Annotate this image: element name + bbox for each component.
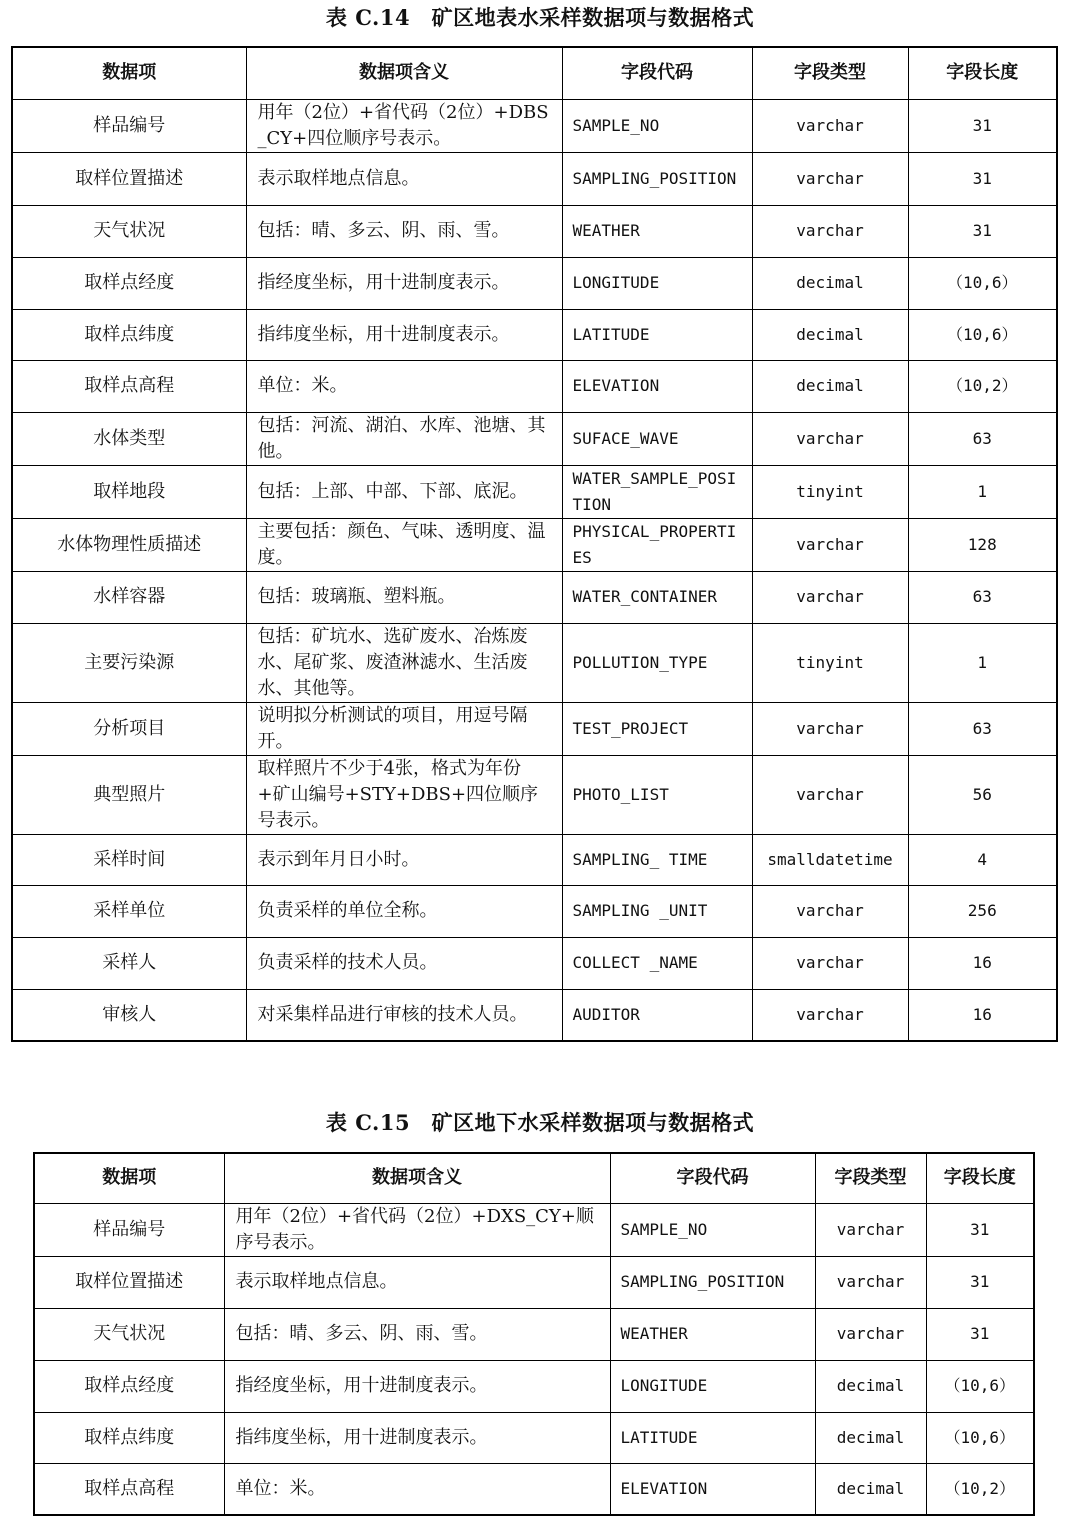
field-type-cell: varchar	[752, 571, 908, 623]
field-code-cell: SAMPLING_POSITION	[562, 152, 752, 205]
field-length-cell: （10,6）	[908, 309, 1057, 360]
field-code-cell: WATER_SAMPLE_POSITION	[562, 465, 752, 518]
table-row	[12, 518, 1057, 571]
data-item-cell: 取样点高程	[34, 1463, 224, 1515]
field-type-cell: smalldatetime	[752, 834, 908, 885]
data-item-cell: 取样点纬度	[12, 309, 246, 360]
data-item-cell: 分析项目	[12, 702, 246, 755]
field-code-cell: LATITUDE	[610, 1412, 815, 1463]
field-code-cell: SUFACE_WAVE	[562, 412, 752, 465]
field-code-cell: POLLUTION_TYPE	[562, 623, 752, 702]
field-type-cell: varchar	[752, 518, 908, 571]
field-type-cell: varchar	[752, 755, 908, 834]
data-item-cell: 采样人	[12, 937, 246, 989]
field-code-cell: COLLECT _NAME	[562, 937, 752, 989]
field-type-cell: varchar	[752, 937, 908, 989]
header-field-length: 字段长度	[926, 1153, 1034, 1203]
field-length-cell: 63	[908, 702, 1057, 755]
data-item-cell: 取样点经度	[12, 257, 246, 309]
meaning-cell: 包括：矿坑水、选矿废水、冶炼废水、尾矿浆、废渣淋滤水、生活废水、其他等。	[246, 623, 562, 702]
field-length-cell: 31	[908, 99, 1057, 152]
data-item-cell: 取样点高程	[12, 360, 246, 412]
field-code-cell: SAMPLING_POSITION	[610, 1256, 815, 1308]
field-code-cell: SAMPLE_NO	[562, 99, 752, 152]
field-length-cell: 4	[908, 834, 1057, 885]
table-row	[12, 465, 1057, 518]
field-type-cell: varchar	[815, 1203, 926, 1256]
table-row	[12, 309, 1057, 360]
field-code-cell: AUDITOR	[562, 989, 752, 1041]
field-code-cell: SAMPLING _UNIT	[562, 885, 752, 937]
field-code-cell: ELEVATION	[562, 360, 752, 412]
data-item-cell: 水体物理性质描述	[12, 518, 246, 571]
field-type-cell: varchar	[752, 702, 908, 755]
field-length-cell: 1	[908, 623, 1057, 702]
data-item-cell: 天气状况	[34, 1308, 224, 1360]
field-code-cell: TEST_PROJECT	[562, 702, 752, 755]
data-item-cell: 取样位置描述	[12, 152, 246, 205]
data-item-cell: 采样时间	[12, 834, 246, 885]
field-type-cell: decimal	[752, 360, 908, 412]
meaning-cell: 表示到年月日小时。	[246, 834, 562, 885]
groundwater-table	[33, 1152, 1035, 1516]
field-type-cell: varchar	[752, 152, 908, 205]
field-code-cell: SAMPLING_ TIME	[562, 834, 752, 885]
meaning-cell: 用年（2位）+省代码（2位）+DBS_CY+四位顺序号表示。	[246, 99, 562, 152]
field-type-cell: varchar	[752, 412, 908, 465]
field-type-cell: tinyint	[752, 465, 908, 518]
field-type-cell: varchar	[815, 1256, 926, 1308]
field-code-cell: SAMPLE_NO	[610, 1203, 815, 1256]
header-data-item: 数据项	[34, 1153, 224, 1203]
field-length-cell: 63	[908, 571, 1057, 623]
table-row	[34, 1203, 1034, 1256]
meaning-cell: 包括：上部、中部、下部、底泥。	[246, 465, 562, 518]
data-item-cell: 审核人	[12, 989, 246, 1041]
data-item-cell: 水样容器	[12, 571, 246, 623]
meaning-cell: 包括：河流、湖泊、水库、池塘、其他。	[246, 412, 562, 465]
field-code-cell: WEATHER	[610, 1308, 815, 1360]
field-length-cell: 31	[926, 1256, 1034, 1308]
meaning-cell: 说明拟分析测试的项目，用逗号隔开。	[246, 702, 562, 755]
field-type-cell: tinyint	[752, 623, 908, 702]
meaning-cell: 指纬度坐标，用十进制度表示。	[246, 309, 562, 360]
surface-water-table	[11, 46, 1058, 1042]
table-row	[12, 834, 1057, 885]
field-type-cell: varchar	[752, 885, 908, 937]
table-row	[12, 755, 1057, 834]
meaning-cell: 主要包括：颜色、气味、透明度、温度。	[246, 518, 562, 571]
meaning-cell: 单位：米。	[224, 1463, 610, 1515]
table-row	[12, 257, 1057, 309]
field-type-cell: varchar	[752, 989, 908, 1041]
meaning-cell: 包括：晴、多云、阴、雨、雪。	[246, 205, 562, 257]
meaning-cell: 指纬度坐标，用十进制度表示。	[224, 1412, 610, 1463]
data-item-cell: 取样点经度	[34, 1360, 224, 1412]
table-row	[12, 152, 1057, 205]
table-row	[34, 1412, 1034, 1463]
field-code-cell: LONGITUDE	[610, 1360, 815, 1412]
data-item-cell: 天气状况	[12, 205, 246, 257]
field-code-cell: PHYSICAL_PROPERTIES	[562, 518, 752, 571]
table-row	[34, 1308, 1034, 1360]
header-field-type: 字段类型	[815, 1153, 926, 1203]
field-length-cell: （10,6）	[926, 1412, 1034, 1463]
table-row	[12, 937, 1057, 989]
data-item-cell: 主要污染源	[12, 623, 246, 702]
data-item-cell: 典型照片	[12, 755, 246, 834]
field-length-cell: 16	[908, 937, 1057, 989]
header-meaning: 数据项含义	[224, 1153, 610, 1203]
meaning-cell: 负责采样的单位全称。	[246, 885, 562, 937]
header-field-type: 字段类型	[752, 47, 908, 99]
meaning-cell: 对采集样品进行审核的技术人员。	[246, 989, 562, 1041]
meaning-cell: 包括：晴、多云、阴、雨、雪。	[224, 1308, 610, 1360]
field-length-cell: （10,2）	[908, 360, 1057, 412]
header-field-code: 字段代码	[562, 47, 752, 99]
field-length-cell: 63	[908, 412, 1057, 465]
table-row	[12, 989, 1057, 1041]
field-type-cell: decimal	[752, 309, 908, 360]
table-row	[12, 205, 1057, 257]
table-row	[12, 360, 1057, 412]
field-length-cell: 56	[908, 755, 1057, 834]
field-length-cell: 31	[926, 1203, 1034, 1256]
meaning-cell: 取样照片不少于4张，格式为年份+矿山编号+STY+DBS+四位顺序号表示。	[246, 755, 562, 834]
header-field-length: 字段长度	[908, 47, 1057, 99]
meaning-cell: 包括：玻璃瓶、塑料瓶。	[246, 571, 562, 623]
meaning-cell: 指经度坐标，用十进制度表示。	[224, 1360, 610, 1412]
field-length-cell: 31	[926, 1308, 1034, 1360]
field-length-cell: 256	[908, 885, 1057, 937]
field-code-cell: LONGITUDE	[562, 257, 752, 309]
field-code-cell: LATITUDE	[562, 309, 752, 360]
meaning-cell: 指经度坐标，用十进制度表示。	[246, 257, 562, 309]
table-row	[34, 1256, 1034, 1308]
data-item-cell: 取样点纬度	[34, 1412, 224, 1463]
field-length-cell: （10,2）	[926, 1463, 1034, 1515]
field-code-cell: PHOTO_LIST	[562, 755, 752, 834]
table-row	[12, 702, 1057, 755]
table-header-row	[12, 47, 1057, 99]
field-length-cell: 16	[908, 989, 1057, 1041]
table-row	[34, 1463, 1034, 1515]
field-type-cell: decimal	[815, 1360, 926, 1412]
field-length-cell: 128	[908, 518, 1057, 571]
data-item-cell: 水体类型	[12, 412, 246, 465]
data-item-cell: 样品编号	[34, 1203, 224, 1256]
table-c15-caption: 表 C.15 矿区地下水采样数据项与数据格式	[325, 1110, 755, 1135]
table-row	[12, 412, 1057, 465]
meaning-cell: 表示取样地点信息。	[224, 1256, 610, 1308]
field-type-cell: decimal	[815, 1463, 926, 1515]
data-item-cell: 采样单位	[12, 885, 246, 937]
field-length-cell: 31	[908, 152, 1057, 205]
field-length-cell: 31	[908, 205, 1057, 257]
table-header-row	[34, 1153, 1034, 1203]
table-c14-caption: 表 C.14 矿区地表水采样数据项与数据格式	[325, 5, 755, 30]
field-length-cell: （10,6）	[926, 1360, 1034, 1412]
table-row	[12, 571, 1057, 623]
field-length-cell: （10,6）	[908, 257, 1057, 309]
data-item-cell: 取样位置描述	[34, 1256, 224, 1308]
data-item-cell: 样品编号	[12, 99, 246, 152]
meaning-cell: 负责采样的技术人员。	[246, 937, 562, 989]
meaning-cell: 表示取样地点信息。	[246, 152, 562, 205]
meaning-cell: 单位：米。	[246, 360, 562, 412]
table-row	[12, 99, 1057, 152]
data-item-cell: 取样地段	[12, 465, 246, 518]
field-length-cell: 1	[908, 465, 1057, 518]
field-code-cell: ELEVATION	[610, 1463, 815, 1515]
field-code-cell: WEATHER	[562, 205, 752, 257]
table-row	[12, 623, 1057, 702]
header-meaning: 数据项含义	[246, 47, 562, 99]
field-type-cell: varchar	[752, 99, 908, 152]
field-type-cell: decimal	[752, 257, 908, 309]
field-code-cell: WATER_CONTAINER	[562, 571, 752, 623]
field-type-cell: decimal	[815, 1412, 926, 1463]
table-row	[12, 885, 1057, 937]
field-type-cell: varchar	[752, 205, 908, 257]
meaning-cell: 用年（2位）+省代码（2位）+DXS_CY+顺序号表示。	[224, 1203, 610, 1256]
field-type-cell: varchar	[815, 1308, 926, 1360]
table-row	[34, 1360, 1034, 1412]
header-data-item: 数据项	[12, 47, 246, 99]
header-field-code: 字段代码	[610, 1153, 815, 1203]
